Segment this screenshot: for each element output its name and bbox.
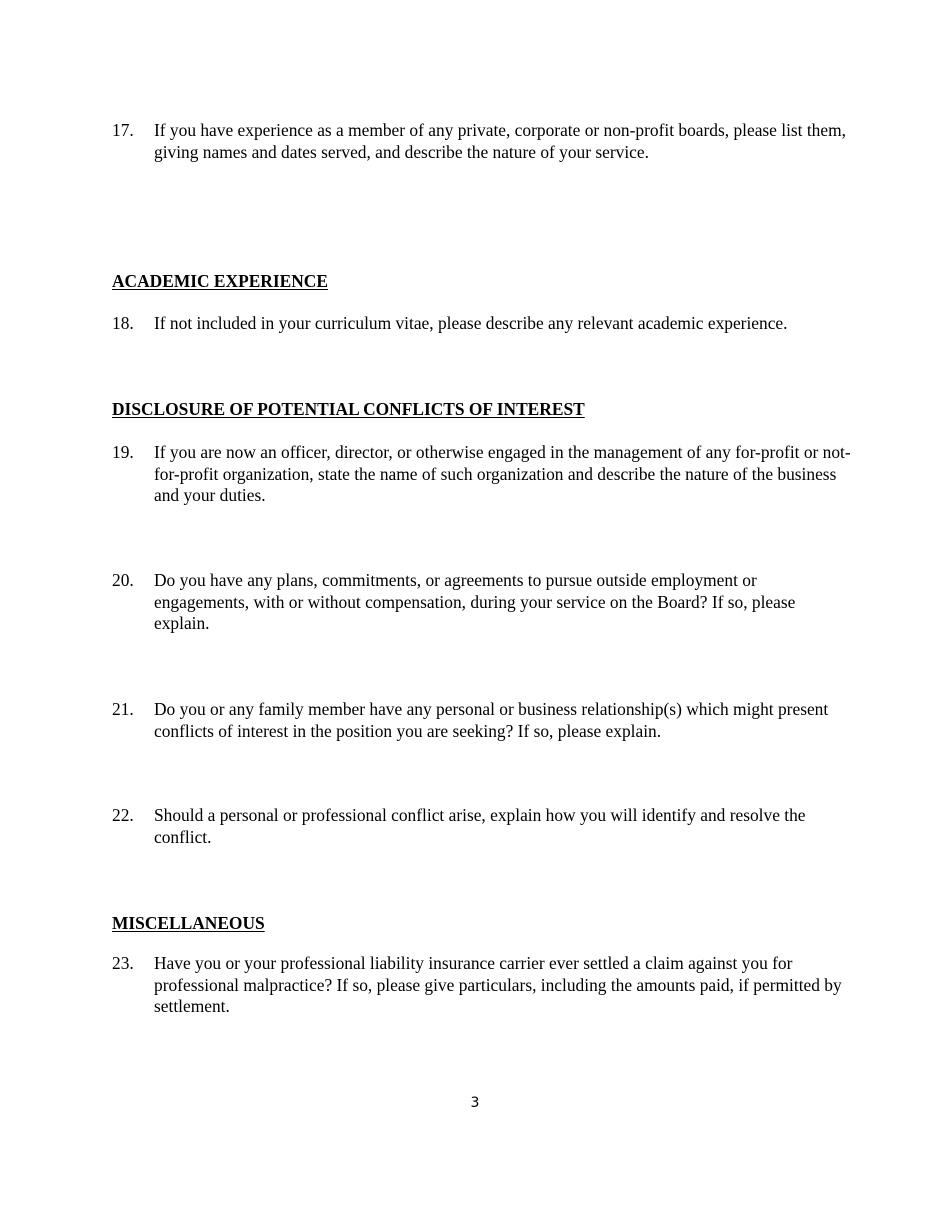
question-text: If not included in your curriculum vitae, please describe any relevant academic experience. (154, 313, 788, 333)
question-number: 20. (112, 570, 134, 590)
question-22 (112, 805, 852, 848)
section-heading-academic-experience: ACADEMIC EXPERIENCE (112, 271, 328, 291)
question-17 (112, 120, 852, 163)
question-20 (112, 570, 852, 635)
section-heading-conflicts-of-interest: DISCLOSURE OF POTENTIAL CONFLICTS OF INTEREST (112, 399, 585, 419)
question-number: 19. (112, 442, 134, 462)
question-text: If you are now an officer, director, or otherwise engaged in the management of any for-profit or not-for-profit organization, state the name of such organization and describe the nature of the business and your duties. (154, 442, 851, 506)
question-text: Have you or your professional liability insurance carrier ever settled a claim against you for professional malpractice? If so, please give particulars, including the amounts paid, if permitted by settlement. (154, 953, 842, 1017)
question-19 (112, 442, 852, 507)
question-18 (112, 313, 852, 335)
question-number: 21. (112, 699, 134, 719)
question-21 (112, 699, 852, 742)
question-number: 23. (112, 953, 134, 973)
question-text: Do you have any plans, commitments, or agreements to pursue outside employment or engagements, with or without compensation, during your service on the Board? If so, please explain. (154, 570, 796, 634)
question-number: 22. (112, 805, 134, 825)
question-text: Should a personal or professional conflict arise, explain how you will identify and resolve the conflict. (154, 805, 806, 847)
question-text: Do you or any family member have any personal or business relationship(s) which might present conflicts of interest in the position you are seeking? If so, please explain. (154, 699, 829, 741)
page-number: 3 (470, 1095, 480, 1111)
section-heading-miscellaneous: MISCELLANEOUS (112, 913, 265, 933)
question-number: 17. (112, 120, 134, 140)
question-text: If you have experience as a member of any private, corporate or non-profit boards, please list them, giving names and dates served, and describe the nature of your service. (154, 120, 846, 162)
question-number: 18. (112, 313, 134, 333)
question-23 (112, 953, 852, 1018)
